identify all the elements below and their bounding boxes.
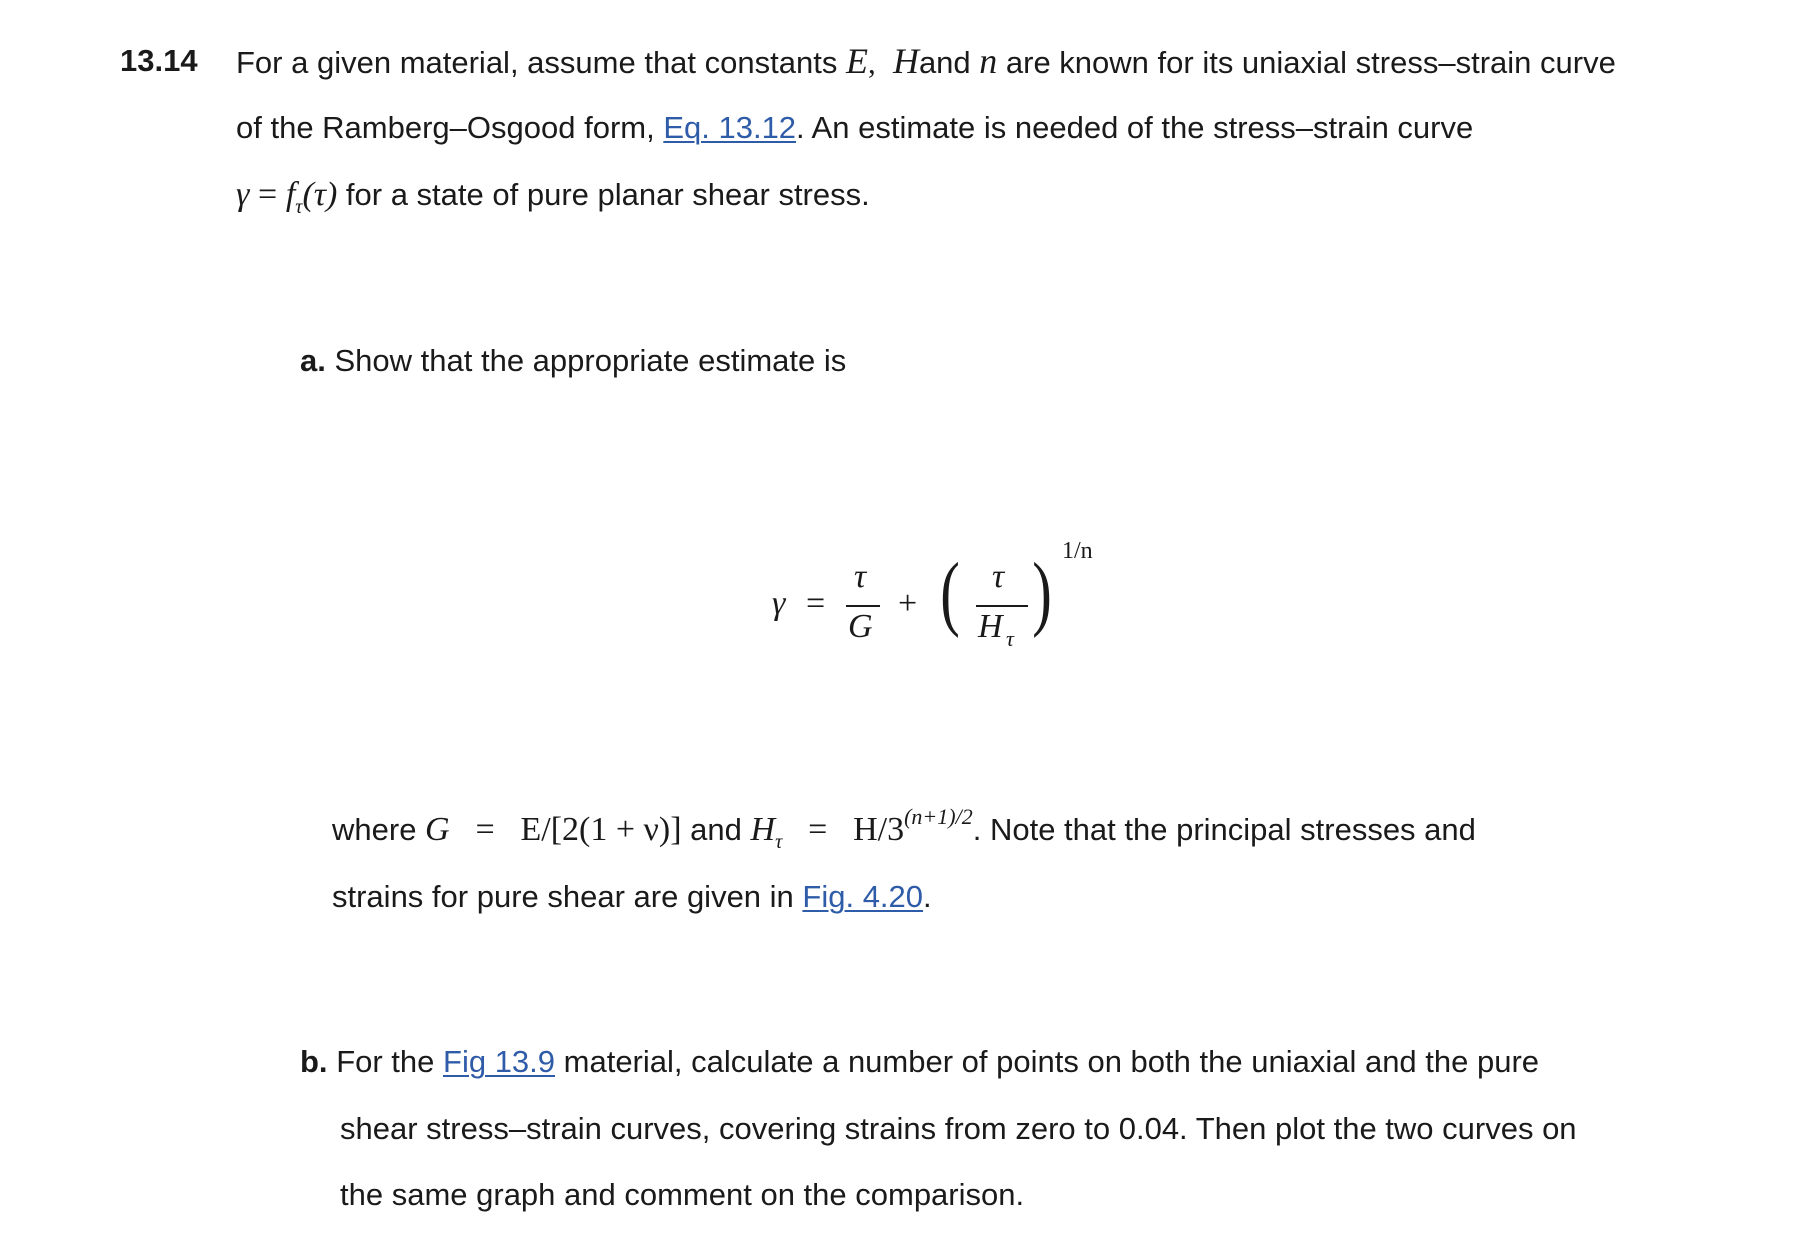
fraction-bar-2 [976,605,1028,607]
part-a-label: a. [300,343,326,378]
part-b-line-3: the same graph and comment on the comparison. [340,1177,1025,1212]
intro-line-3: $\gamma = f_\tau(\tau)$ for a state of pure planar shear stress. [236,176,870,218]
fig-13-9-link[interactable]: Fig 13.9 [443,1044,556,1079]
fig-4-20-link[interactable]: Fig. 4.20 [802,879,924,914]
intro-line-1: For a given material, assume that constants E, Hand n are known for its uniaxial stress–strain curve [236,41,1616,81]
part-b-line-2: shear stress–strain curves, covering strains from zero to 0.04. Then plot the two curves on [340,1111,1577,1146]
fraction-bar-1 [846,605,880,607]
shear-strain-equation: γ = τ G + ( τ H τ ) 1/n [772,538,1093,651]
part-b-label: b. [300,1044,328,1079]
part-a-line: a. Show that the appropriate estimate is [300,343,847,378]
eq-13-12-link[interactable]: Eq. 13.12 [663,110,797,145]
intro-line-2: of the Ramberg–Osgood form, Eq. 13.12. An estimate is needed of the stress–strain curve [236,110,1474,145]
problem-number: 13.14 [120,43,198,78]
where-line-1: where G = E/[2(1 + ν)] and $H_\tau$ = $H/3^{(n+1)/2}$. Note that the principal stresses and [332,804,1476,853]
part-b-line-1: b. For the Fig 13.9 material, calculate a number of points on both the uniaxial and the pure [300,1044,1540,1079]
where-line-2: strains for pure shear are given in Fig. 4.20. [332,879,932,914]
